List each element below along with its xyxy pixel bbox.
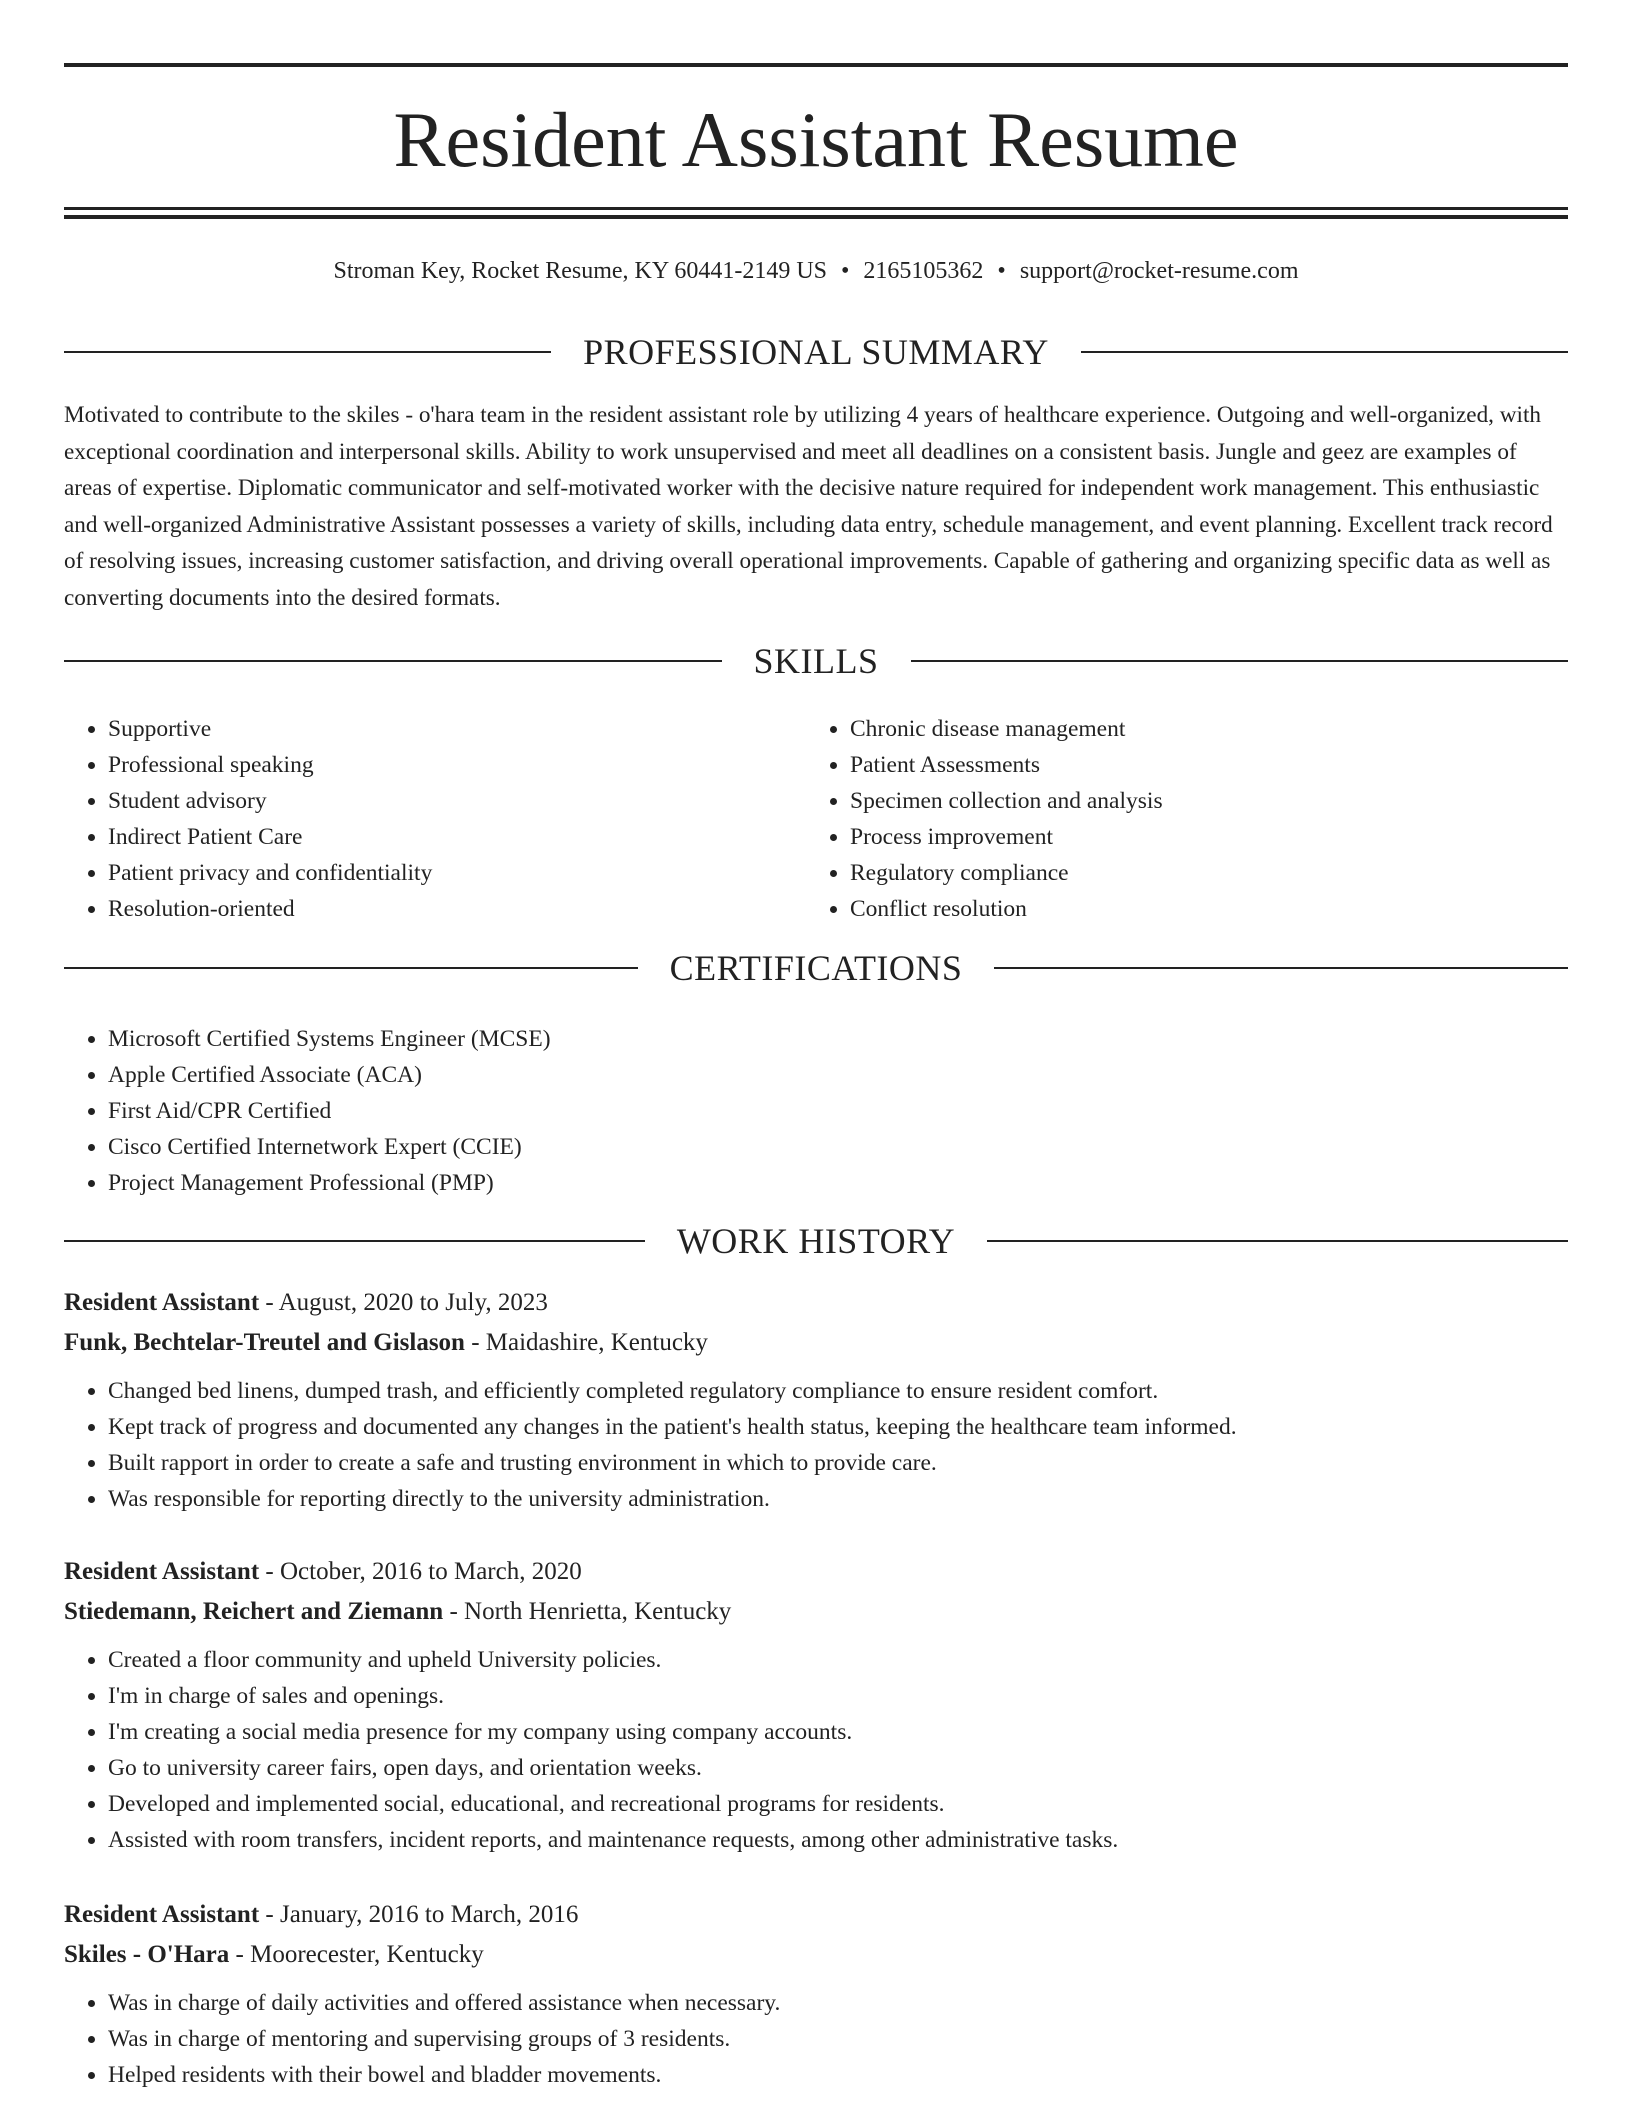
job-bullet-item: • Built rapport in order to create a safe and trusting environment in which to provide care.: [108, 1445, 1568, 1481]
skills-heading-text: SKILLS: [753, 641, 879, 681]
skill-item: • Specimen collection and analysis: [850, 783, 1610, 819]
job-title: Resident Assistant: [64, 1901, 260, 1928]
skills-heading: [64, 641, 1568, 681]
contact-phone: 2165105362: [863, 258, 984, 284]
certification-item: • Cisco Certified Internetwork Expert (CCIE): [108, 1129, 1108, 1165]
job-location: - Maidashire, Kentucky: [464, 1329, 708, 1356]
job-company: Funk, Bechtelar-Treutel and Gislason: [64, 1329, 465, 1356]
skill-item: • Patient Assessments: [850, 747, 1610, 783]
job-dates: - August, 2020 to July, 2023: [259, 1289, 548, 1316]
contact-separator: •: [841, 258, 850, 284]
skill-item: • Professional speaking: [108, 747, 808, 783]
job-company: Skiles - O'Hara: [64, 1941, 230, 1968]
certification-item: • Microsoft Certified Systems Engineer (MCSE): [108, 1021, 1108, 1057]
job-bullet-item: • Created a floor community and upheld University policies.: [108, 1642, 1568, 1678]
job-company: Stiedemann, Reichert and Ziemann: [64, 1598, 444, 1625]
job-bullets: [64, 1642, 1568, 1858]
top-rule: [64, 63, 1568, 67]
skill-item: • Student advisory: [108, 783, 808, 819]
contact-email: support@rocket-resume.com: [1019, 258, 1299, 284]
certifications-list: [64, 1021, 1108, 1201]
resume-title: Resident Assistant Resume: [393, 96, 1239, 183]
job-company-line: [64, 1592, 1568, 1632]
job-bullet-item: • Was in charge of daily activities and offered assistance when necessary.: [108, 1985, 1568, 2021]
contact-address: Stroman Key, Rocket Resume, KY 60441-2149 US: [333, 258, 827, 284]
job-bullets: [64, 1985, 1568, 2093]
job-title: Resident Assistant: [64, 1558, 260, 1585]
job-dates: - October, 2016 to March, 2020: [259, 1558, 582, 1585]
title-double-rule: [64, 207, 1568, 219]
skill-item: • Regulatory compliance: [850, 855, 1610, 891]
job-entry: [64, 1283, 1568, 1517]
skill-item: • Supportive: [108, 711, 808, 747]
skill-item: • Resolution-oriented: [108, 891, 808, 927]
certification-item: • First Aid/CPR Certified: [108, 1093, 1108, 1129]
job-title: Resident Assistant: [64, 1289, 260, 1316]
skill-item: • Chronic disease management: [850, 711, 1610, 747]
job-location: - Moorecester, Kentucky: [229, 1941, 484, 1968]
contact-separator: •: [997, 258, 1006, 284]
work-history-heading-text: WORK HISTORY: [676, 1221, 956, 1261]
certification-item: • Apple Certified Associate (ACA): [108, 1057, 1108, 1093]
skill-item: • Conflict resolution: [850, 891, 1610, 927]
job-title-line: [64, 1895, 1568, 1935]
job-entry: [64, 1552, 1568, 1858]
work-history-heading: [64, 1221, 1568, 1261]
skills-list-right: [806, 711, 1610, 927]
job-bullet-item: • Assisted with room transfers, incident reports, and maintenance requests, among other administrative tasks.: [108, 1822, 1568, 1858]
summary-heading: [64, 332, 1568, 372]
summary-heading-text: PROFESSIONAL SUMMARY: [583, 332, 1049, 372]
summary-paragraph: Motivated to contribute to the skiles - o'hara team in the resident assistant role by utilizing 4 years of healthcare experience. Outgoing and well-organized, with exceptional coordination and interpersonal skills. Ability to work unsupervised and meet all deadlines on a consistent basis. Jungle and geez are examples of areas of expertise. Diplomatic communicator and self-motivated worker with the decisive nature required for independent work management. This enthusiastic and well-organized Administrative Assistant possesses a variety of skills, including data entry, schedule management, and event planning. Excellent track record of resolving issues, increasing customer satisfaction, and driving overall operational improvements. Capable of gathering and organizing specific data as well as converting documents into the desired formats.: [64, 402, 1553, 611]
certification-item: • Project Management Professional (PMP): [108, 1165, 1108, 1201]
certifications-heading-text: CERTIFICATIONS: [669, 948, 963, 988]
job-bullet-item: • I'm creating a social media presence for my company using company accounts.: [108, 1714, 1568, 1750]
job-company-line: [64, 1323, 1568, 1363]
job-bullet-item: • Go to university career fairs, open days, and orientation weeks.: [108, 1750, 1568, 1786]
job-title-line: [64, 1552, 1568, 1592]
contact-line: [64, 254, 1568, 288]
job-bullet-item: • Developed and implemented social, educational, and recreational programs for residents.: [108, 1786, 1568, 1822]
job-bullets: [64, 1373, 1568, 1517]
job-bullet-item: • Was responsible for reporting directly to the university administration.: [108, 1481, 1568, 1517]
skill-item: • Process improvement: [850, 819, 1610, 855]
job-bullet-item: • Helped residents with their bowel and bladder movements.: [108, 2057, 1568, 2093]
job-bullet-item: • Was in charge of mentoring and supervising groups of 3 residents.: [108, 2021, 1568, 2057]
job-company-line: [64, 1935, 1568, 1975]
job-entry: [64, 1895, 1568, 2093]
job-bullet-item: • Changed bed linens, dumped trash, and efficiently completed regulatory compliance to ensure resident comfort.: [108, 1373, 1568, 1409]
job-location: - North Henrietta, Kentucky: [443, 1598, 732, 1625]
job-bullet-item: • Kept track of progress and documented any changes in the patient's health status, keeping the healthcare team informed.: [108, 1409, 1568, 1445]
certifications-heading: [64, 948, 1568, 988]
skill-item: • Patient privacy and confidentiality: [108, 855, 808, 891]
job-title-line: [64, 1283, 1568, 1323]
skills-list-left: [64, 711, 808, 927]
job-bullet-item: • I'm in charge of sales and openings.: [108, 1678, 1568, 1714]
job-dates: - January, 2016 to March, 2016: [259, 1901, 579, 1928]
skill-item: • Indirect Patient Care: [108, 819, 808, 855]
